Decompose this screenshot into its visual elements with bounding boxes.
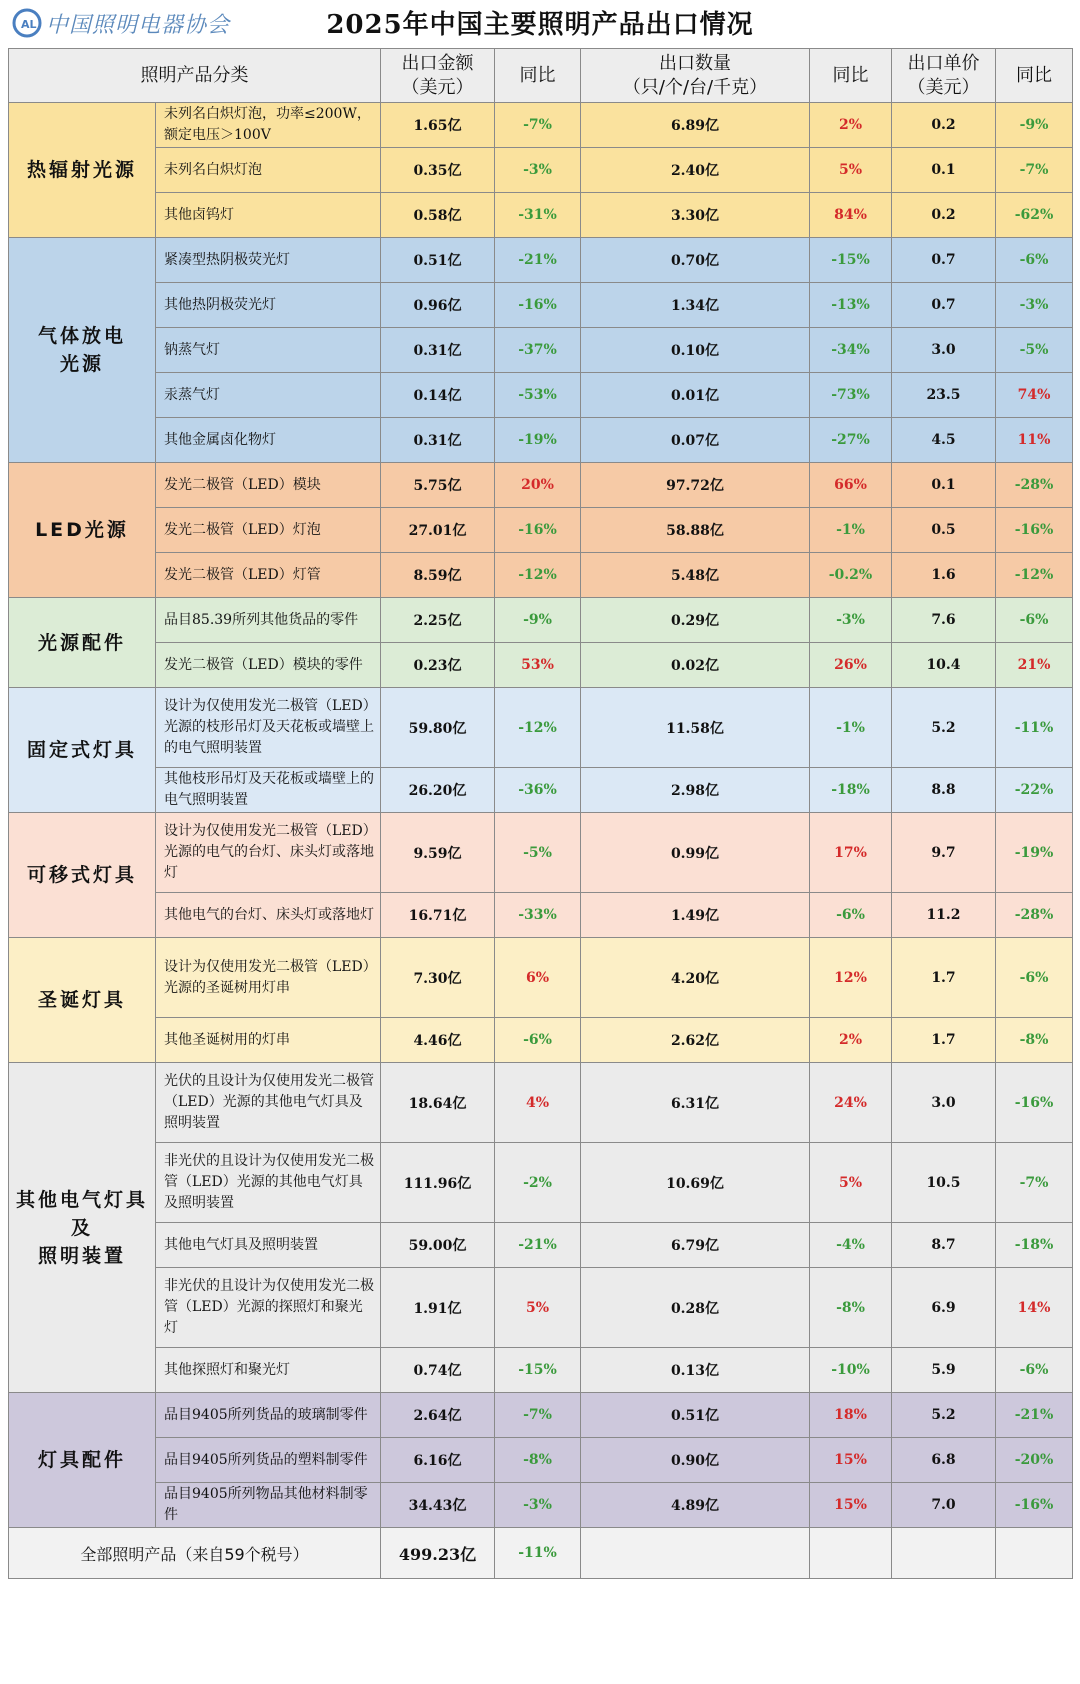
table-row [9, 328, 1073, 373]
amount-yoy-cell: 5% [495, 1268, 581, 1348]
table-row [9, 893, 1073, 938]
quantity-cell: 2.62亿 [581, 1018, 810, 1063]
product-cell: 光伏的且设计为仅使用发光二极管（LED）光源的其他电气灯具及照明装置 [156, 1063, 381, 1143]
amount-cell: 0.35亿 [381, 148, 495, 193]
table-row [9, 1223, 1073, 1268]
unit-price-cell: 0.5 [892, 508, 996, 553]
unit-price-cell: 0.7 [892, 238, 996, 283]
header-category: 照明产品分类 [9, 49, 381, 103]
product-cell: 设计为仅使用发光二极管（LED）光源的圣诞树用灯串 [156, 938, 381, 1018]
quantity-cell: 6.89亿 [581, 103, 810, 148]
quantity-yoy-cell: 84% [810, 193, 892, 238]
quantity-cell: 4.20亿 [581, 938, 810, 1018]
quantity-yoy-cell: 26% [810, 643, 892, 688]
quantity-yoy-cell: -13% [810, 283, 892, 328]
amount-yoy-cell: 4% [495, 1063, 581, 1143]
amount-yoy-cell: -7% [495, 103, 581, 148]
quantity-yoy-cell: -34% [810, 328, 892, 373]
category-cell: 可移式灯具 [9, 813, 156, 938]
table-row [9, 1438, 1073, 1483]
unit-price-cell: 1.7 [892, 1018, 996, 1063]
amount-yoy-cell: -12% [495, 688, 581, 768]
price-yoy-cell: -16% [996, 1483, 1073, 1528]
table-row [9, 1348, 1073, 1393]
quantity-yoy-cell: 5% [810, 148, 892, 193]
unit-price-cell: 5.2 [892, 1393, 996, 1438]
product-cell: 未列名白炽灯泡 [156, 148, 381, 193]
amount-cell: 0.51亿 [381, 238, 495, 283]
quantity-yoy-cell: -1% [810, 508, 892, 553]
table-row [9, 1018, 1073, 1063]
price-yoy-cell: -62% [996, 193, 1073, 238]
header-quantity: 出口数量 （只/个/台/千克） [581, 49, 810, 103]
table-row [9, 283, 1073, 328]
category-cell: 气体放电 光源 [9, 238, 156, 463]
amount-yoy-cell: -36% [495, 768, 581, 813]
unit-price-cell: 6.8 [892, 1438, 996, 1483]
amount-yoy-cell: -3% [495, 148, 581, 193]
table-row [9, 373, 1073, 418]
amount-cell: 0.74亿 [381, 1348, 495, 1393]
quantity-cell: 0.02亿 [581, 643, 810, 688]
product-cell: 发光二极管（LED）灯管 [156, 553, 381, 598]
quantity-cell: 3.30亿 [581, 193, 810, 238]
amount-cell: 0.23亿 [381, 643, 495, 688]
quantity-yoy-cell: 18% [810, 1393, 892, 1438]
amount-yoy-cell: -21% [495, 1223, 581, 1268]
category-cell: LED光源 [9, 463, 156, 598]
unit-price-cell: 5.2 [892, 688, 996, 768]
unit-price-cell: 9.7 [892, 813, 996, 893]
unit-price-cell: 1.6 [892, 553, 996, 598]
table-row [9, 148, 1073, 193]
unit-price-cell: 11.2 [892, 893, 996, 938]
header-amount-yoy: 同比 [495, 49, 581, 103]
amount-yoy-cell: -8% [495, 1438, 581, 1483]
quantity-yoy-cell: 5% [810, 1143, 892, 1223]
price-yoy-cell: -11% [996, 688, 1073, 768]
quantity-cell: 97.72亿 [581, 463, 810, 508]
quantity-yoy-cell: -10% [810, 1348, 892, 1393]
table-row [9, 418, 1073, 463]
quantity-cell: 2.98亿 [581, 768, 810, 813]
amount-yoy-cell: -12% [495, 553, 581, 598]
total-empty-price-yoy [996, 1528, 1073, 1579]
amount-cell: 2.25亿 [381, 598, 495, 643]
amount-yoy-cell: -3% [495, 1483, 581, 1528]
amount-cell: 0.58亿 [381, 193, 495, 238]
product-cell: 非光伏的且设计为仅使用发光二极管（LED）光源的探照灯和聚光灯 [156, 1268, 381, 1348]
header-amount: 出口金额 （美元） [381, 49, 495, 103]
price-yoy-cell: -28% [996, 463, 1073, 508]
price-yoy-cell: -6% [996, 238, 1073, 283]
amount-cell: 5.75亿 [381, 463, 495, 508]
product-cell: 其他探照灯和聚光灯 [156, 1348, 381, 1393]
quantity-yoy-cell: -8% [810, 1268, 892, 1348]
quantity-cell: 1.34亿 [581, 283, 810, 328]
amount-cell: 59.80亿 [381, 688, 495, 768]
total-amount: 499.23亿 [381, 1528, 495, 1579]
table-body [9, 103, 1073, 1528]
quantity-yoy-cell: 15% [810, 1483, 892, 1528]
header-price-yoy: 同比 [996, 49, 1073, 103]
product-cell: 非光伏的且设计为仅使用发光二极管（LED）光源的其他电气灯具及照明装置 [156, 1143, 381, 1223]
category-cell: 圣诞灯具 [9, 938, 156, 1063]
amount-yoy-cell: 6% [495, 938, 581, 1018]
table-row [9, 193, 1073, 238]
price-yoy-cell: -7% [996, 148, 1073, 193]
quantity-yoy-cell: -6% [810, 893, 892, 938]
amount-cell: 26.20亿 [381, 768, 495, 813]
quantity-cell: 0.51亿 [581, 1393, 810, 1438]
price-yoy-cell: -6% [996, 938, 1073, 1018]
category-cell: 光源配件 [9, 598, 156, 688]
price-yoy-cell: -22% [996, 768, 1073, 813]
price-yoy-cell: -6% [996, 598, 1073, 643]
unit-price-cell: 0.2 [892, 193, 996, 238]
unit-price-cell: 7.6 [892, 598, 996, 643]
amount-yoy-cell: -21% [495, 238, 581, 283]
amount-cell: 0.96亿 [381, 283, 495, 328]
quantity-yoy-cell: -15% [810, 238, 892, 283]
amount-yoy-cell: -19% [495, 418, 581, 463]
amount-yoy-cell: -9% [495, 598, 581, 643]
unit-price-cell: 8.8 [892, 768, 996, 813]
amount-cell: 0.31亿 [381, 328, 495, 373]
amount-yoy-cell: -15% [495, 1348, 581, 1393]
unit-price-cell: 10.4 [892, 643, 996, 688]
svg-text:AL: AL [21, 18, 37, 31]
amount-yoy-cell: -16% [495, 283, 581, 328]
product-cell: 品目9405所列货品的玻璃制零件 [156, 1393, 381, 1438]
quantity-yoy-cell: -1% [810, 688, 892, 768]
header-unit-price: 出口单价 （美元） [892, 49, 996, 103]
total-label: 全部照明产品（来自59个税号） [9, 1528, 381, 1579]
amount-yoy-cell: -7% [495, 1393, 581, 1438]
amount-cell: 4.46亿 [381, 1018, 495, 1063]
amount-yoy-cell: -53% [495, 373, 581, 418]
amount-cell: 16.71亿 [381, 893, 495, 938]
table-row [9, 463, 1073, 508]
table-row [9, 1483, 1073, 1528]
table-row [9, 508, 1073, 553]
price-yoy-cell: 11% [996, 418, 1073, 463]
amount-cell: 111.96亿 [381, 1143, 495, 1223]
amount-cell: 27.01亿 [381, 508, 495, 553]
price-yoy-cell: -12% [996, 553, 1073, 598]
amount-cell: 1.91亿 [381, 1268, 495, 1348]
amount-cell: 0.31亿 [381, 418, 495, 463]
quantity-cell: 0.07亿 [581, 418, 810, 463]
table-row [9, 103, 1073, 148]
product-cell: 设计为仅使用发光二极管（LED）光源的电气的台灯、床头灯或落地灯 [156, 813, 381, 893]
price-yoy-cell: -5% [996, 328, 1073, 373]
amount-yoy-cell: -31% [495, 193, 581, 238]
product-cell: 设计为仅使用发光二极管（LED）光源的枝形吊灯及天花板或墙壁上的电气照明装置 [156, 688, 381, 768]
amount-yoy-cell: -37% [495, 328, 581, 373]
table-row [9, 643, 1073, 688]
quantity-yoy-cell: -3% [810, 598, 892, 643]
quantity-cell: 1.49亿 [581, 893, 810, 938]
product-cell: 发光二极管（LED）模块的零件 [156, 643, 381, 688]
amount-cell: 8.59亿 [381, 553, 495, 598]
amount-yoy-cell: -5% [495, 813, 581, 893]
product-cell: 发光二极管（LED）模块 [156, 463, 381, 508]
product-cell: 未列名白炽灯泡，功率≤200W，额定电压＞100V [156, 103, 381, 148]
unit-price-cell: 23.5 [892, 373, 996, 418]
unit-price-cell: 0.1 [892, 148, 996, 193]
amount-cell: 34.43亿 [381, 1483, 495, 1528]
price-yoy-cell: -18% [996, 1223, 1073, 1268]
total-empty-quantity [581, 1528, 810, 1579]
amount-yoy-cell: -33% [495, 893, 581, 938]
total-amount-yoy: -11% [495, 1528, 581, 1579]
unit-price-cell: 3.0 [892, 1063, 996, 1143]
amount-cell: 0.14亿 [381, 373, 495, 418]
amount-yoy-cell: -16% [495, 508, 581, 553]
quantity-cell: 6.79亿 [581, 1223, 810, 1268]
table-row [9, 553, 1073, 598]
amount-cell: 7.30亿 [381, 938, 495, 1018]
quantity-cell: 0.01亿 [581, 373, 810, 418]
category-cell: 灯具配件 [9, 1393, 156, 1528]
quantity-yoy-cell: 2% [810, 1018, 892, 1063]
quantity-cell: 5.48亿 [581, 553, 810, 598]
unit-price-cell: 6.9 [892, 1268, 996, 1348]
quantity-cell: 10.69亿 [581, 1143, 810, 1223]
amount-yoy-cell: 53% [495, 643, 581, 688]
product-cell: 其他热阴极荧光灯 [156, 283, 381, 328]
price-yoy-cell: -21% [996, 1393, 1073, 1438]
product-cell: 发光二极管（LED）灯泡 [156, 508, 381, 553]
quantity-cell: 0.29亿 [581, 598, 810, 643]
product-cell: 其他电气的台灯、床头灯或落地灯 [156, 893, 381, 938]
quantity-yoy-cell: -73% [810, 373, 892, 418]
quantity-yoy-cell: -27% [810, 418, 892, 463]
quantity-yoy-cell: 66% [810, 463, 892, 508]
export-table [8, 48, 1073, 1579]
table-row [9, 1063, 1073, 1143]
total-row [9, 1528, 1073, 1579]
product-cell: 汞蒸气灯 [156, 373, 381, 418]
table-row [9, 238, 1073, 283]
amount-yoy-cell: -2% [495, 1143, 581, 1223]
product-cell: 品目9405所列物品其他材料制零件 [156, 1483, 381, 1528]
category-cell: 固定式灯具 [9, 688, 156, 813]
quantity-cell: 58.88亿 [581, 508, 810, 553]
quantity-cell: 6.31亿 [581, 1063, 810, 1143]
quantity-cell: 2.40亿 [581, 148, 810, 193]
logo-text: 中国照明电器协会 [46, 12, 231, 38]
quantity-cell: 0.10亿 [581, 328, 810, 373]
unit-price-cell: 0.2 [892, 103, 996, 148]
unit-price-cell: 0.7 [892, 283, 996, 328]
quantity-cell: 0.70亿 [581, 238, 810, 283]
table-row [9, 938, 1073, 1018]
quantity-yoy-cell: -0.2% [810, 553, 892, 598]
table-row [9, 1393, 1073, 1438]
table-row [9, 768, 1073, 813]
price-yoy-cell: -16% [996, 1063, 1073, 1143]
price-yoy-cell: -6% [996, 1348, 1073, 1393]
price-yoy-cell: -28% [996, 893, 1073, 938]
quantity-cell: 4.89亿 [581, 1483, 810, 1528]
price-yoy-cell: 74% [996, 373, 1073, 418]
unit-price-cell: 10.5 [892, 1143, 996, 1223]
header-row [9, 49, 1073, 103]
table-row [9, 1268, 1073, 1348]
unit-price-cell: 3.0 [892, 328, 996, 373]
price-yoy-cell: -3% [996, 283, 1073, 328]
unit-price-cell: 1.7 [892, 938, 996, 1018]
quantity-yoy-cell: 15% [810, 1438, 892, 1483]
amount-cell: 9.59亿 [381, 813, 495, 893]
quantity-yoy-cell: 12% [810, 938, 892, 1018]
product-cell: 钠蒸气灯 [156, 328, 381, 373]
price-yoy-cell: -16% [996, 508, 1073, 553]
product-cell: 品目9405所列货品的塑料制零件 [156, 1438, 381, 1483]
quantity-cell: 0.90亿 [581, 1438, 810, 1483]
amount-yoy-cell: 20% [495, 463, 581, 508]
product-cell: 其他枝形吊灯及天花板或墙壁上的电气照明装置 [156, 768, 381, 813]
unit-price-cell: 4.5 [892, 418, 996, 463]
product-cell: 品目85.39所列其他货品的零件 [156, 598, 381, 643]
amount-cell: 1.65亿 [381, 103, 495, 148]
header-quantity-yoy: 同比 [810, 49, 892, 103]
product-cell: 其他金属卤化物灯 [156, 418, 381, 463]
amount-yoy-cell: -6% [495, 1018, 581, 1063]
unit-price-cell: 0.1 [892, 463, 996, 508]
total-empty-unit-price [892, 1528, 996, 1579]
price-yoy-cell: -8% [996, 1018, 1073, 1063]
page-title: 2025年中国主要照明产品出口情况 [326, 10, 754, 40]
product-cell: 其他圣诞树用的灯串 [156, 1018, 381, 1063]
product-cell: 其他电气灯具及照明装置 [156, 1223, 381, 1268]
amount-cell: 18.64亿 [381, 1063, 495, 1143]
amount-cell: 2.64亿 [381, 1393, 495, 1438]
quantity-cell: 0.28亿 [581, 1268, 810, 1348]
amount-cell: 6.16亿 [381, 1438, 495, 1483]
price-yoy-cell: -7% [996, 1143, 1073, 1223]
quantity-cell: 0.13亿 [581, 1348, 810, 1393]
quantity-yoy-cell: 24% [810, 1063, 892, 1143]
table-row [9, 598, 1073, 643]
price-yoy-cell: 21% [996, 643, 1073, 688]
price-yoy-cell: -19% [996, 813, 1073, 893]
quantity-yoy-cell: 2% [810, 103, 892, 148]
price-yoy-cell: -9% [996, 103, 1073, 148]
quantity-cell: 11.58亿 [581, 688, 810, 768]
unit-price-cell: 7.0 [892, 1483, 996, 1528]
quantity-yoy-cell: 17% [810, 813, 892, 893]
price-yoy-cell: 14% [996, 1268, 1073, 1348]
product-cell: 其他卤钨灯 [156, 193, 381, 238]
category-cell: 热辐射光源 [9, 103, 156, 238]
table-row [9, 813, 1073, 893]
price-yoy-cell: -20% [996, 1438, 1073, 1483]
quantity-yoy-cell: -18% [810, 768, 892, 813]
total-empty-quantity-yoy [810, 1528, 892, 1579]
unit-price-cell: 8.7 [892, 1223, 996, 1268]
table-row [9, 688, 1073, 768]
quantity-yoy-cell: -4% [810, 1223, 892, 1268]
amount-cell: 59.00亿 [381, 1223, 495, 1268]
quantity-cell: 0.99亿 [581, 813, 810, 893]
unit-price-cell: 5.9 [892, 1348, 996, 1393]
product-cell: 紧凑型热阴极荧光灯 [156, 238, 381, 283]
category-cell: 其他电气灯具及 照明装置 [9, 1063, 156, 1393]
table-row [9, 1143, 1073, 1223]
